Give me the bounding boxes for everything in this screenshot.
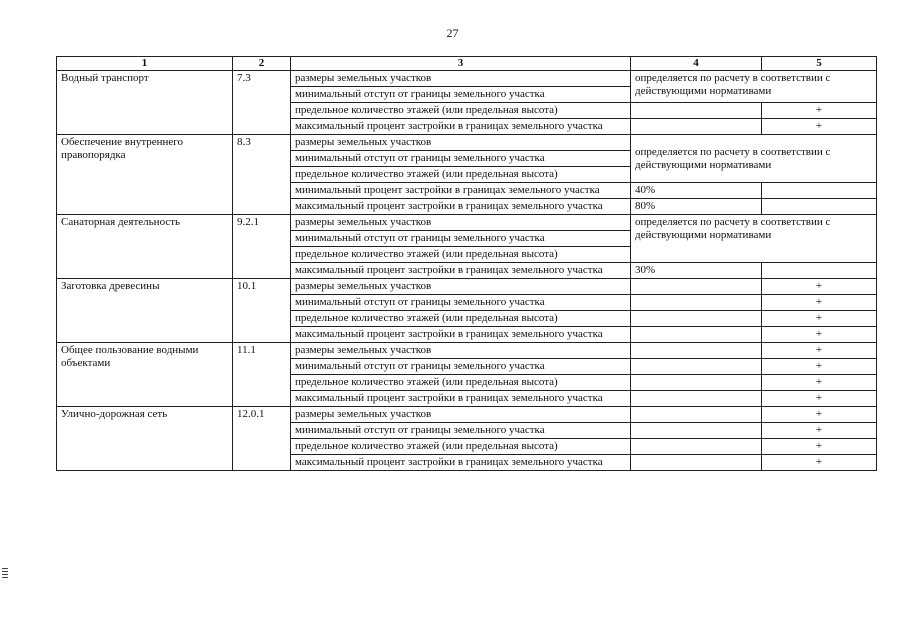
use-name: Санаторная деятельность bbox=[57, 215, 233, 279]
max-percent-value: 80% bbox=[631, 199, 762, 215]
table-header-row bbox=[57, 57, 877, 71]
value-cell bbox=[631, 391, 762, 407]
use-code: 8.3 bbox=[233, 135, 291, 215]
value-cell bbox=[631, 423, 762, 439]
plus-mark: + bbox=[762, 407, 877, 423]
value-cell bbox=[631, 103, 762, 119]
value-cell bbox=[762, 263, 877, 279]
regulations-table bbox=[56, 56, 877, 471]
param-cell: предельное количество этажей (или предельная высота) bbox=[291, 167, 631, 183]
plus-mark: + bbox=[762, 391, 877, 407]
param-cell: размеры земельных участков bbox=[291, 279, 631, 295]
use-name: Заготовка древесины bbox=[57, 279, 233, 343]
use-name: Улично-дорожная сеть bbox=[57, 407, 233, 471]
plus-mark: + bbox=[762, 327, 877, 343]
header-col-4: 4 bbox=[631, 57, 762, 71]
param-cell: минимальный отступ от границы земельного участка bbox=[291, 423, 631, 439]
use-code: 11.1 bbox=[233, 343, 291, 407]
param-cell: максимальный процент застройки в границах земельного участка bbox=[291, 391, 631, 407]
param-cell: минимальный отступ от границы земельного участка bbox=[291, 87, 631, 103]
value-cell bbox=[631, 359, 762, 375]
use-name: Обеспечение внутреннего правопорядка bbox=[57, 135, 233, 215]
plus-mark: + bbox=[762, 439, 877, 455]
table-row bbox=[57, 135, 877, 151]
param-cell: предельное количество этажей (или предельная высота) bbox=[291, 247, 631, 263]
scan-edge-mark bbox=[2, 568, 8, 578]
plus-mark: + bbox=[762, 311, 877, 327]
table-row bbox=[57, 343, 877, 359]
value-cell bbox=[631, 343, 762, 359]
plus-mark: + bbox=[762, 279, 877, 295]
use-code: 10.1 bbox=[233, 279, 291, 343]
param-cell: размеры земельных участков bbox=[291, 215, 631, 231]
plus-mark: + bbox=[762, 103, 877, 119]
value-cell bbox=[631, 311, 762, 327]
param-cell: размеры земельных участков bbox=[291, 407, 631, 423]
param-cell: минимальный отступ от границы земельного участка bbox=[291, 231, 631, 247]
use-code: 9.2.1 bbox=[233, 215, 291, 279]
use-code: 12.0.1 bbox=[233, 407, 291, 471]
use-name: Общее пользование водными объектами bbox=[57, 343, 233, 407]
plus-mark: + bbox=[762, 423, 877, 439]
table-row bbox=[57, 279, 877, 295]
param-cell: максимальный процент застройки в границах земельного участка bbox=[291, 199, 631, 215]
plus-mark: + bbox=[762, 359, 877, 375]
use-name: Водный транспорт bbox=[57, 71, 233, 135]
value-cell bbox=[762, 199, 877, 215]
plus-mark: + bbox=[762, 455, 877, 471]
param-cell: минимальный отступ от границы земельного участка bbox=[291, 359, 631, 375]
page-number: 27 bbox=[446, 26, 459, 40]
plus-mark: + bbox=[762, 343, 877, 359]
param-cell: размеры земельных участков bbox=[291, 343, 631, 359]
use-code: 7.3 bbox=[233, 71, 291, 135]
param-cell: предельное количество этажей (или предельная высота) bbox=[291, 375, 631, 391]
header-col-3: 3 bbox=[291, 57, 631, 71]
table-row bbox=[57, 215, 877, 231]
table-row bbox=[57, 71, 877, 87]
value-cell bbox=[631, 279, 762, 295]
header-col-1: 1 bbox=[57, 57, 233, 71]
param-cell: размеры земельных участков bbox=[291, 135, 631, 151]
value-cell bbox=[631, 375, 762, 391]
value-cell bbox=[631, 119, 762, 135]
merged-note: определяется по расчету в соответствии с действующими нормативами bbox=[631, 71, 877, 103]
header-col-2: 2 bbox=[233, 57, 291, 71]
value-cell bbox=[631, 327, 762, 343]
param-cell: минимальный отступ от границы земельного участка bbox=[291, 295, 631, 311]
plus-mark: + bbox=[762, 295, 877, 311]
value-cell bbox=[631, 455, 762, 471]
plus-mark: + bbox=[762, 375, 877, 391]
min-percent-value: 40% bbox=[631, 183, 762, 199]
plus-mark: + bbox=[762, 119, 877, 135]
param-cell: минимальный отступ от границы земельного участка bbox=[291, 151, 631, 167]
max-percent-value: 30% bbox=[631, 263, 762, 279]
param-cell: предельное количество этажей (или предельная высота) bbox=[291, 311, 631, 327]
param-cell: предельное количество этажей (или предельная высота) bbox=[291, 103, 631, 119]
param-cell: минимальный процент застройки в границах земельного участка bbox=[291, 183, 631, 199]
param-cell: максимальный процент застройки в границах земельного участка bbox=[291, 327, 631, 343]
value-cell bbox=[631, 407, 762, 423]
param-cell: предельное количество этажей (или предельная высота) bbox=[291, 439, 631, 455]
param-cell: максимальный процент застройки в границах земельного участка bbox=[291, 263, 631, 279]
value-cell bbox=[631, 439, 762, 455]
param-cell: максимальный процент застройки в границах земельного участка bbox=[291, 455, 631, 471]
param-cell: максимальный процент застройки в границах земельного участка bbox=[291, 119, 631, 135]
merged-note: определяется по расчету в соответствии с действующими нормативами bbox=[631, 135, 877, 183]
value-cell bbox=[631, 295, 762, 311]
header-col-5: 5 bbox=[762, 57, 877, 71]
merged-note: определяется по расчету в соответствии с действующими нормативами bbox=[631, 215, 877, 263]
param-cell: размеры земельных участков bbox=[291, 71, 631, 87]
table-row bbox=[57, 407, 877, 423]
value-cell bbox=[762, 183, 877, 199]
